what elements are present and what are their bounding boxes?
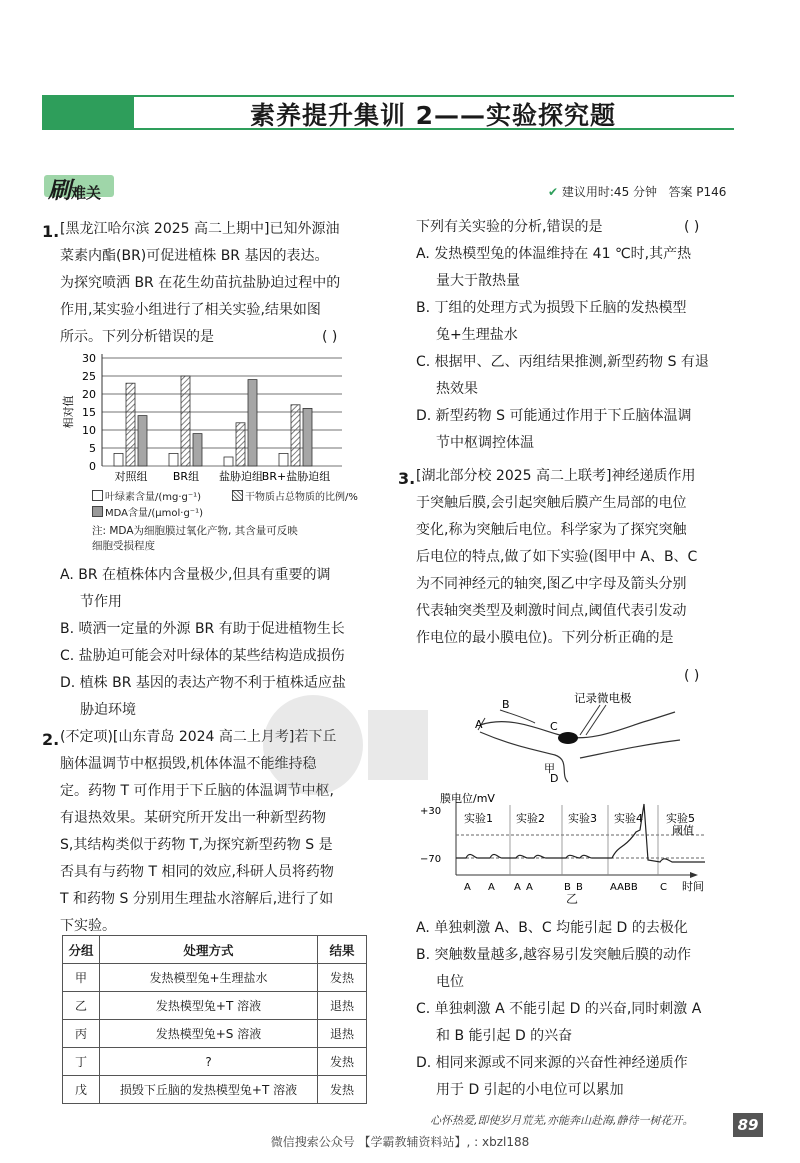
stim-b: B: [564, 882, 571, 893]
y-tick-label: 20: [82, 388, 96, 401]
y-tick-label: 30: [82, 352, 96, 365]
q1-num: 1.: [42, 222, 60, 241]
bar-3-2: [193, 434, 202, 466]
diag-label-a: A: [475, 718, 483, 731]
legend-label: 叶绿素含量/(mg·g⁻¹): [105, 492, 202, 503]
q2-answer-paren: ( ): [684, 219, 700, 235]
table-cell: 丙: [63, 1020, 100, 1048]
wave-caption: 乙: [566, 892, 579, 906]
table-row: [63, 1076, 367, 1104]
y-tick-label: 25: [82, 370, 96, 383]
page-number: 89: [733, 1113, 763, 1137]
table-row: [63, 1048, 367, 1076]
diag-label-c: C: [550, 720, 558, 733]
table-cell: 发热模型兔+生理盐水: [100, 964, 318, 992]
y-tick-label: 5: [89, 442, 96, 455]
q2-option-b: B. 丁组的处理方式为损毁下丘脑的发热模型: [416, 300, 687, 316]
q3-line: 变化,称为突触后电位。科学家为了探究突触: [416, 522, 687, 538]
table-header: 结果: [318, 936, 367, 964]
q1-line: 作用,某实验小组进行了相关实验,结果如图: [60, 302, 321, 318]
wave-ylabel: 膜电位/mV: [440, 792, 495, 805]
table-cell: 乙: [63, 992, 100, 1020]
table-cell: 甲: [63, 964, 100, 992]
q3-option-c-cont: 和 B 能引起 D 的兴奋: [436, 1028, 573, 1044]
q1-line: 所示。下列分析错误的是: [60, 329, 214, 345]
q2-right-stem: 下列有关实验的分析,错误的是: [416, 219, 603, 235]
wave-exp-3: 实验3: [568, 812, 597, 825]
badge-sub: 难关: [71, 184, 102, 202]
q1-option-b: B. 喷洒一定量的外源 BR 有助于促进植物生长: [60, 621, 345, 637]
q1-answer-paren: ( ): [322, 329, 338, 345]
q3-option-d: D. 相同来源或不同来源的兴奋性神经递质作: [416, 1055, 688, 1071]
table-cell: ?: [100, 1048, 318, 1076]
stim-b: B: [576, 882, 583, 893]
bar-2-1: [126, 383, 135, 466]
legend-swatch-hatched: [232, 490, 243, 501]
bar-2-2: [181, 376, 190, 466]
legend-label: 干物质占总物质的比例/%: [245, 492, 358, 503]
wave-threshold: 阈值: [672, 824, 694, 837]
q1-option-a: A. BR 在植株体内含量极少,但具有重要的调: [60, 567, 331, 583]
bar-1-1: [114, 453, 123, 466]
q3-neuron-diagram: [440, 690, 690, 790]
diag-label-b: B: [502, 698, 510, 711]
bar-3-4: [303, 408, 312, 466]
time-label: 建议用时:45 分钟: [561, 185, 658, 199]
chart-note: [92, 524, 298, 554]
q2-option-c-cont: 热效果: [436, 381, 478, 397]
header-accent-block: [42, 95, 134, 129]
q3-answer-paren: ( ): [684, 668, 700, 684]
stim-a: A: [464, 882, 471, 893]
wave-ytick-top: +30: [420, 806, 442, 817]
q2-option-a-cont: 量大于散热量: [436, 273, 520, 289]
stim-a: A: [526, 882, 533, 893]
table-row: [63, 964, 367, 992]
table-cell: 发热模型兔+S 溶液: [100, 1020, 318, 1048]
q2-line: T 和药物 S 分别用生理盐水溶解后,进行了如: [60, 891, 334, 907]
wave-xlabel: 时间: [682, 880, 704, 893]
table-row: [63, 1020, 367, 1048]
chart-legend-2: [232, 488, 358, 503]
q3-option-b: B. 突触数量越多,越容易引发突触后膜的动作: [416, 947, 691, 963]
bar-1-2: [169, 453, 178, 466]
wave-exp-2: 实验2: [516, 812, 545, 825]
q1-option-d: D. 植株 BR 基因的表达产物不利于植株适应盐: [60, 675, 346, 691]
table-cell: 发热: [318, 964, 367, 992]
q3-line: 于突触后膜,会引起突触后膜产生局部的电位: [416, 495, 687, 511]
y-axis-label: 相对值: [62, 395, 75, 429]
q1-line: [黑龙江哈尔滨 2025 高二上期中]已知外源油: [60, 221, 340, 237]
q1-option-c: C. 盐胁迫可能会对叶绿体的某些结构造成损伤: [60, 648, 345, 664]
q2-line: 脑体温调节中枢损毁,机体体温不能维持稳: [60, 756, 317, 772]
x-tick-label: BR+盐胁迫组: [261, 470, 331, 483]
check-icon: ✔: [548, 185, 559, 199]
bar-3-1: [138, 416, 147, 466]
diag-electrode-label: 记录微电极: [574, 691, 632, 705]
q3-line: [湖北部分校 2025 高二上联考]神经递质作用: [416, 468, 696, 484]
stim-aabb: AABB: [610, 882, 638, 893]
q2-num: 2.: [42, 730, 60, 749]
y-tick-label: 0: [89, 460, 96, 473]
y-tick-label: 10: [82, 424, 96, 437]
table-cell: 退热: [318, 1020, 367, 1048]
chart-legend-3: [92, 504, 203, 519]
legend-label: MDA含量/(μmol·g⁻¹): [105, 508, 203, 519]
wave-ytick-bottom: −70: [420, 854, 442, 865]
table-cell: 退热: [318, 992, 367, 1020]
section-badge: [48, 172, 101, 205]
wave-exp-4: 实验4: [614, 812, 643, 825]
q1-stem: [60, 216, 340, 351]
q2-option-b-cont: 兔+生理盐水: [436, 327, 518, 343]
q2-option-a: A. 发热模型兔的体温维持在 41 ℃时,其产热: [416, 246, 692, 262]
q3-option-c: C. 单独刺激 A 不能引起 D 的兴奋,同时刺激 A: [416, 1001, 702, 1017]
x-tick-label: 对照组: [114, 470, 148, 483]
footer-wechat: 微信搜索公众号 【学霸教辅资料站】, : xbzl188: [270, 1135, 530, 1149]
q2-line: 否具有与药物 T 相同的效应,科研人员将药物: [60, 864, 334, 880]
legend-swatch-gray: [92, 506, 103, 517]
q1-line: 为探究喷洒 BR 在花生幼苗抗盐胁迫过程中的: [60, 275, 341, 291]
bar-1-4: [279, 453, 288, 466]
y-tick-label: 15: [82, 406, 96, 419]
table-cell: 戊: [63, 1076, 100, 1104]
q3-option-b-cont: 电位: [436, 974, 464, 990]
q3-num: 3.: [398, 469, 416, 488]
diag-label-d: D: [550, 772, 559, 785]
stim-a: A: [514, 882, 521, 893]
bar-3-3: [248, 380, 257, 466]
q3-number: [398, 465, 415, 494]
table-row: [63, 992, 367, 1020]
chart-legend-1: [92, 488, 201, 503]
bar-2-3: [236, 423, 245, 466]
q2-line: (不定项)[山东青岛 2024 高二上月考]若下丘: [60, 729, 337, 745]
table-cell: 发热: [318, 1048, 367, 1076]
q1-number: [42, 218, 59, 247]
q3-potential-graph: [420, 790, 720, 900]
table-cell: 发热模型兔+T 溶液: [100, 992, 318, 1020]
q2-number: [42, 726, 59, 755]
table-header: 处理方式: [100, 936, 318, 964]
stim-a: A: [488, 882, 495, 893]
q2-line: 下实验。: [60, 918, 116, 934]
badge-main: 刷: [48, 178, 71, 204]
footer-quote: 心怀热爱,即使岁月荒芜,亦能奔山赴海,静待一树花开。: [430, 1114, 694, 1127]
bar-2-4: [291, 405, 300, 466]
q2-line: S,其结构类似于药物 T,为探究新型药物 S 是: [60, 837, 333, 853]
q1-option-d-cont: 胁迫环境: [80, 702, 136, 718]
diag-caption: 甲: [544, 762, 555, 775]
q1-line: 菜素内酯(BR)可促进植株 BR 基因的表达。: [60, 248, 329, 264]
wave-exp-1: 实验1: [464, 812, 493, 825]
wave-exp-5: 实验5: [666, 812, 695, 825]
note-line: 注: MDA为细胞膜过氧化产物, 其含量可反映: [92, 525, 298, 537]
q1-option-a-cont: 节作用: [80, 594, 122, 610]
q2-line: 有退热效果。某研究所开发出一种新型药物: [60, 810, 326, 826]
q2-options: [416, 241, 709, 457]
q3-line: 为不同神经元的轴突,图乙中字母及箭头分别: [416, 576, 687, 592]
q1-bar-chart: [60, 348, 380, 488]
table-header-row: [63, 936, 367, 964]
time-info: [548, 183, 726, 200]
q3-line: 作电位的最小膜电位)。下列分析正确的是: [416, 630, 674, 646]
q3-option-d-cont: 用于 D 引起的小电位可以累加: [436, 1082, 624, 1098]
q2-option-d: D. 新型药物 S 可能通过作用于下丘脑体温调: [416, 408, 692, 424]
table-header: 分组: [63, 936, 100, 964]
x-tick-label: 盐胁迫组: [219, 470, 263, 483]
q2-line: 定。药物 T 可作用于下丘脑的体温调节中枢,: [60, 783, 334, 799]
q3-option-a: A. 单独刺激 A、B、C 均能引起 D 的去极化: [416, 920, 688, 936]
q2-option-c: C. 根据甲、乙、丙组结果推测,新型药物 S 有退: [416, 354, 709, 370]
stim-c: C: [660, 882, 667, 893]
q3-stem: [416, 463, 697, 652]
x-tick-label: BR组: [172, 470, 200, 483]
q3-options: [416, 915, 701, 1104]
q2-experiment-table: [62, 935, 367, 1104]
table-cell: 发热: [318, 1076, 367, 1104]
page-title: 素养提升集训 2——实验探究题: [249, 101, 617, 130]
watermark-logo: [258, 690, 438, 800]
q3-line: 代表轴突类型及刺激时间点,阈值代表引发动: [416, 603, 687, 619]
q3-line: 后电位的特点,做了如下实验(图甲中 A、B、C: [416, 549, 698, 565]
q2-option-d-cont: 节中枢调控体温: [436, 435, 534, 451]
table-cell: 丁: [63, 1048, 100, 1076]
bar-1-3: [224, 457, 233, 466]
answer-ref: 答案 P146: [668, 185, 727, 199]
table-cell: 损毁下丘脑的发热模型兔+T 溶液: [100, 1076, 318, 1104]
legend-swatch-white: [92, 490, 103, 501]
note-line: 细胞受损程度: [92, 540, 155, 552]
